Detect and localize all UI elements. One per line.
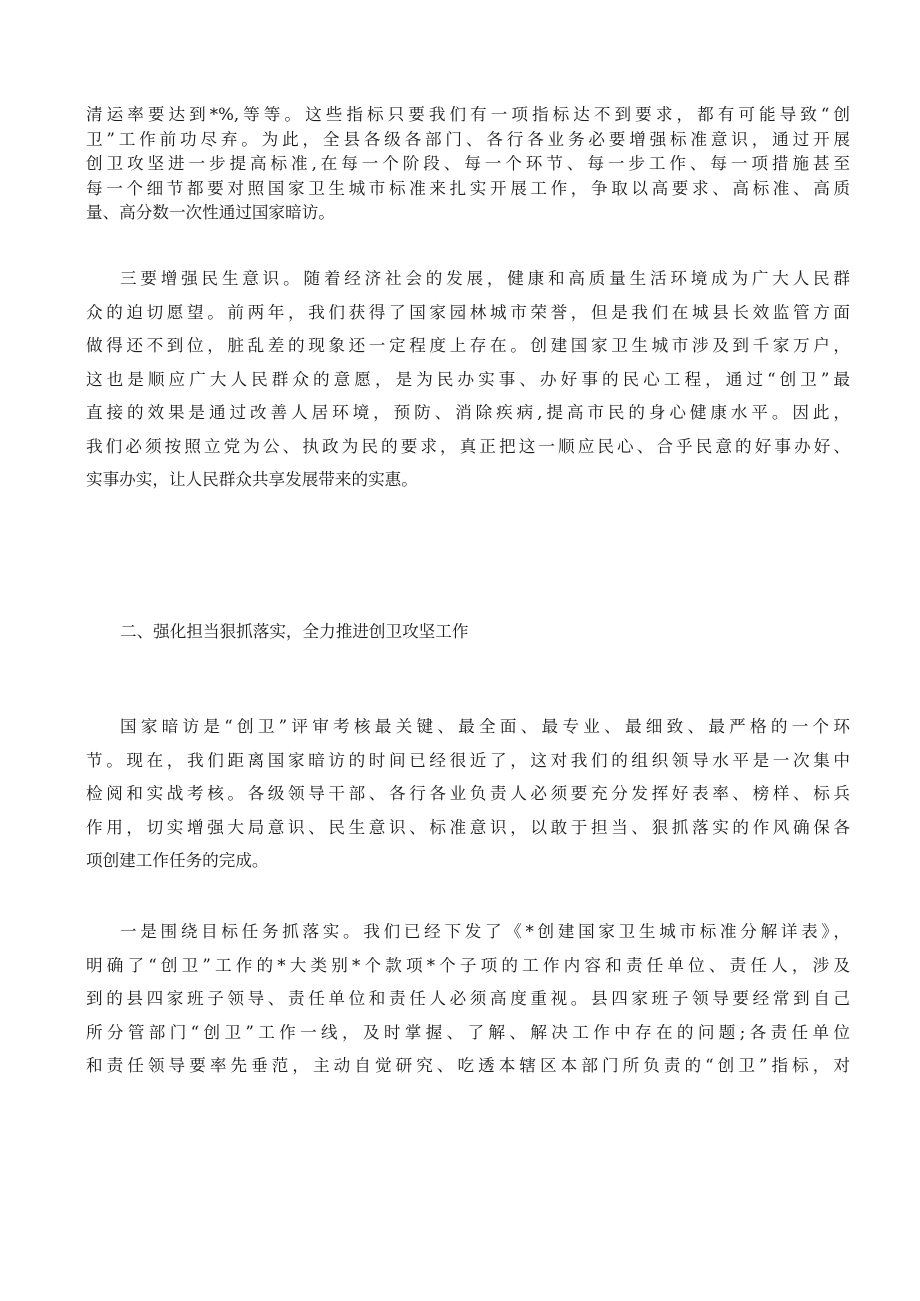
paragraph-line: 和责任领导要率先垂范，主动自觉研究、吃透本辖区本部门所负责的“创卫”指标，对 xyxy=(86,1056,850,1075)
paragraph-line: 做得还不到位，脏乱差的现象还一定程度上存在。创建国家卫生城市涉及到千家万户， xyxy=(86,336,850,355)
paragraph-line: 创卫攻坚进一步提高标准,在每一个阶段、每一个环节、每一步工作、每一项措施甚至 xyxy=(86,154,850,173)
paragraph-line: 实事办实，让人民群众共享发展带来的实惠。 xyxy=(86,470,418,489)
paragraph-line: 直接的效果是通过改善人居环境，预防、消除疾病,提高市民的身心健康水平。因此， xyxy=(86,403,850,422)
paragraph-5 xyxy=(86,915,850,1083)
paragraph-line: 量、高分数一次性通过国家暗访。 xyxy=(86,203,335,222)
paragraph-2 xyxy=(86,262,850,497)
paragraph-line: 国家暗访是“创卫”评审考核最关键、最全面、最专业、最细致、最严格的一个环 xyxy=(120,717,850,736)
paragraph-line: 到的县四家班子领导、责任单位和责任人必须高度重视。县四家班子领导要经常到自己 xyxy=(86,989,850,1008)
paragraph-line: 我们必须按照立党为公、执政为民的要求，真正把这一顺应民心、合乎民意的好事办好、 xyxy=(86,436,850,456)
paragraph-line: 一是围绕目标任务抓落实。我们已经下发了《*创建国家卫生城市标准分解详表》， xyxy=(120,922,850,941)
section-heading xyxy=(86,615,850,649)
paragraph-4 xyxy=(86,710,850,878)
paragraph-line: 检阅和实战考核。各级领导干部、各行各业负责人必须要充分发挥好表率、榜样、标兵 xyxy=(86,784,850,803)
paragraph-line: 清运率要达到*%,等等。这些指标只要我们有一项指标达不到要求，都有可能导致“创 xyxy=(86,105,850,124)
paragraph-line: 每一个细节都要对照国家卫生城市标准来扎实开展工作，争取以高要求、高标准、高质 xyxy=(86,178,850,198)
paragraph-line: 明确了“创卫”工作的*大类别*个款项*个子项的工作内容和责任单位、责任人，涉及 xyxy=(86,955,850,975)
paragraph-line: 作用，切实增强大局意识、民生意识、标准意识，以敢于担当、狠抓落实的作风确保各 xyxy=(86,817,850,837)
paragraph-line: 众的迫切愿望。前两年，我们获得了国家园林城市荣誉，但是我们在城县长效监管方面 xyxy=(86,302,850,322)
paragraph-line: 节。现在，我们距离国家暗访的时间已经很近了，这对我们的组织领导水平是一次集中 xyxy=(86,750,850,770)
paragraph-1 xyxy=(86,103,850,226)
paragraph-line: 卫”工作前功尽弃。为此，全县各级各部门、各行各业务必要增强标准意识，通过开展 xyxy=(86,129,850,149)
paragraph-line: 项创建工作任务的完成。 xyxy=(86,851,269,870)
paragraph-line: 所分管部门“创卫”工作一线，及时掌握、了解、解决工作中存在的问题;各责任单位 xyxy=(86,1022,850,1042)
paragraph-line: 这也是顺应广大人民群众的意愿，是为民办实事、办好事的民心工程，通过“创卫”最 xyxy=(86,369,850,389)
section-heading-text: 二、强化担当狠抓落实，全力推进创卫攻坚工作 xyxy=(120,622,469,641)
paragraph-line: 三要增强民生意识。随着经济社会的发展，健康和高质量生活环境成为广大人民群 xyxy=(120,269,850,288)
